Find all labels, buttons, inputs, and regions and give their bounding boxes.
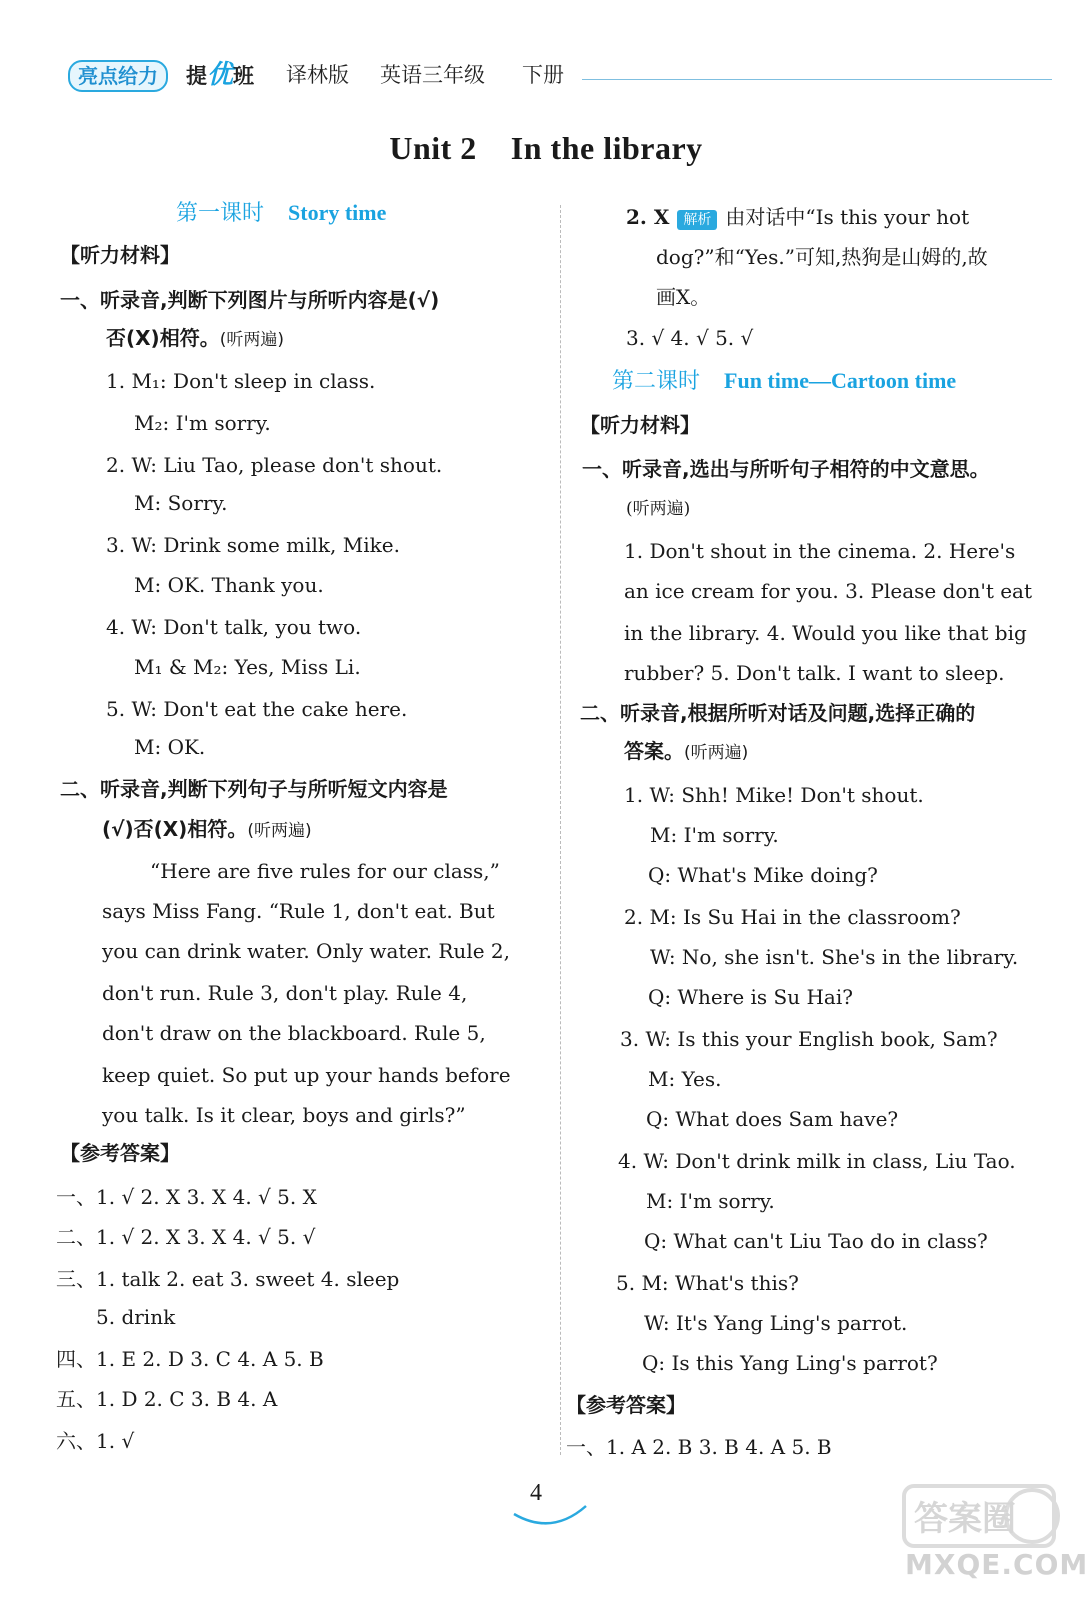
text-line: rubber? 5. Don't talk. I want to sleep.	[624, 661, 1005, 685]
answer-number: 2. X	[626, 205, 670, 229]
unit-name: In the library	[510, 130, 703, 166]
question-instruction: 一、听录音,选出与所听句子相符的中文意思。	[582, 457, 990, 481]
series-ti: 提	[186, 64, 207, 88]
text-line: M₁ & M₂: Yes, Miss Li.	[134, 655, 361, 679]
text-line: 3. √ 4. √ 5. √	[626, 326, 754, 350]
series-ban: 班	[233, 64, 255, 88]
text-line: Q: What's Mike doing?	[648, 863, 878, 887]
page-number: 4	[530, 1480, 542, 1506]
text-line: 五、1. D 2. C 3. B 4. A	[56, 1387, 278, 1411]
text-line: M₂: I'm sorry.	[134, 411, 271, 435]
section-heading	[612, 368, 956, 395]
listen-twice-note: (听两遍)	[219, 330, 284, 350]
text-line: 2. M: Is Su Hai in the classroom?	[624, 905, 961, 929]
unit-number: Unit 2	[389, 130, 477, 166]
listen-twice-note: (听两遍)	[247, 821, 312, 841]
text-line: Q: Is this Yang Ling's parrot?	[642, 1351, 938, 1375]
text-line: M: OK.	[134, 735, 206, 759]
text-line: dog?”和“Yes.”可知,热狗是山姆的,故	[656, 245, 988, 269]
text-line: keep quiet. So put up your hands before	[102, 1063, 511, 1087]
section-heading-en: Fun time—Cartoon time	[724, 368, 957, 393]
section-heading	[176, 200, 386, 227]
text-line: in the library. 4. Would you like that big	[624, 621, 1027, 645]
text-line: you talk. Is it clear, boys and girls?”	[102, 1103, 466, 1127]
text-line: 四、1. E 2. D 3. C 4. A 5. B	[56, 1347, 324, 1371]
section-heading-cn: 第二课时	[612, 369, 701, 394]
bracket-heading: 【参考答案】	[566, 1393, 686, 1417]
text-line: 1. Don't shout in the cinema. 2. Here's	[624, 539, 1016, 563]
question-instruction: 二、听录音,根据所听对话及问题,选择正确的	[580, 701, 976, 725]
bracket-heading: 【参考答案】	[60, 1141, 180, 1165]
text-line: 画X。	[656, 285, 711, 309]
question-instruction-cont	[102, 816, 312, 844]
answer-explanation	[626, 204, 969, 230]
volume-label: 下册	[522, 63, 564, 87]
series-name	[186, 62, 254, 89]
text-line: 3. W: Drink some milk, Mike.	[106, 533, 400, 557]
text-line: W: It's Yang Ling's parrot.	[644, 1311, 908, 1335]
text-line: Q: What can't Liu Tao do in class?	[644, 1229, 988, 1253]
instruction-text: (√)否(X)相符。	[102, 817, 248, 841]
listen-twice-note: (听两遍)	[626, 499, 691, 519]
question-instruction-cont	[624, 738, 748, 766]
bracket-heading: 【听力材料】	[60, 243, 180, 267]
text-line: Q: Where is Su Hai?	[648, 985, 853, 1009]
text-line: W: No, she isn't. She's in the library.	[650, 945, 1019, 969]
text-line: 二、1. √ 2. X 3. X 4. √ 5. √	[56, 1225, 316, 1249]
text-line: 3. W: Is this your English book, Sam?	[620, 1027, 998, 1051]
text-line: 5. W: Don't eat the cake here.	[106, 697, 408, 721]
explanation-text: 由对话中“Is this your hot	[725, 205, 970, 229]
text-line: M: OK. Thank you.	[134, 573, 324, 597]
header-rule	[582, 79, 1052, 80]
text-line: 1. M₁: Don't sleep in class.	[106, 369, 376, 393]
text-line: 4. W: Don't drink milk in class, Liu Tao.	[618, 1149, 1016, 1173]
page-number-swoosh	[512, 1500, 592, 1530]
text-line: 1. W: Shh! Mike! Don't shout.	[624, 783, 924, 807]
text-line: M: I'm sorry.	[646, 1189, 775, 1213]
text-line: “Here are five rules for our class,”	[150, 859, 500, 883]
unit-title	[0, 130, 1092, 167]
text-line: 2. W: Liu Tao, please don't shout.	[106, 453, 443, 477]
text-line: 5. M: What's this?	[616, 1271, 799, 1295]
text-line: says Miss Fang. “Rule 1, don't eat. But	[102, 899, 495, 923]
text-line: don't run. Rule 3, don't play. Rule 4,	[102, 981, 468, 1005]
text-line: 4. W: Don't talk, you two.	[106, 615, 362, 639]
bracket-heading: 【听力材料】	[580, 413, 700, 437]
text-line: an ice cream for you. 3. Please don't eat	[624, 579, 1033, 603]
question-instruction: 二、听录音,判断下列句子与所听短文内容是	[60, 777, 448, 801]
instruction-text: 答案。	[624, 739, 684, 763]
text-line: 三、1. talk 2. eat 3. sweet 4. sleep	[56, 1267, 400, 1291]
text-line: 一、1. A 2. B 3. B 4. A 5. B	[566, 1435, 832, 1459]
text-line: M: Yes.	[648, 1067, 722, 1091]
text-line: don't draw on the blackboard. Rule 5,	[102, 1021, 486, 1045]
text-line: Q: What does Sam have?	[646, 1107, 899, 1131]
text-line: you can drink water. Only water. Rule 2,	[102, 939, 510, 963]
question-instruction-cont	[106, 325, 284, 353]
text-line: 六、1. √	[56, 1429, 135, 1453]
text-line: 一、1. √ 2. X 3. X 4. √ 5. X	[56, 1185, 317, 1209]
analysis-tag: 解析	[677, 210, 717, 230]
question-instruction: 一、听录音,判断下列图片与所听内容是(√)	[60, 288, 440, 312]
section-heading-en: Story time	[288, 200, 387, 225]
text-line: M: Sorry.	[134, 491, 228, 515]
instruction-text: 否(X)相符。	[106, 326, 220, 350]
watermark-logo-text: 答案圈	[914, 1499, 1016, 1539]
subject-label: 英语三年级	[380, 63, 485, 87]
text-line: M: I'm sorry.	[650, 823, 779, 847]
edition-label: 译林版	[286, 63, 349, 87]
series-you: 优	[207, 60, 234, 90]
column-divider	[560, 205, 561, 1455]
watermark-site: MXQE.COM	[905, 1548, 1089, 1581]
page-header	[62, 56, 1052, 96]
listen-twice-note: (听两遍)	[684, 743, 749, 763]
brand-logo: 亮点给力	[68, 60, 168, 92]
text-line: 5. drink	[96, 1305, 176, 1329]
section-heading-cn: 第一课时	[176, 201, 265, 226]
